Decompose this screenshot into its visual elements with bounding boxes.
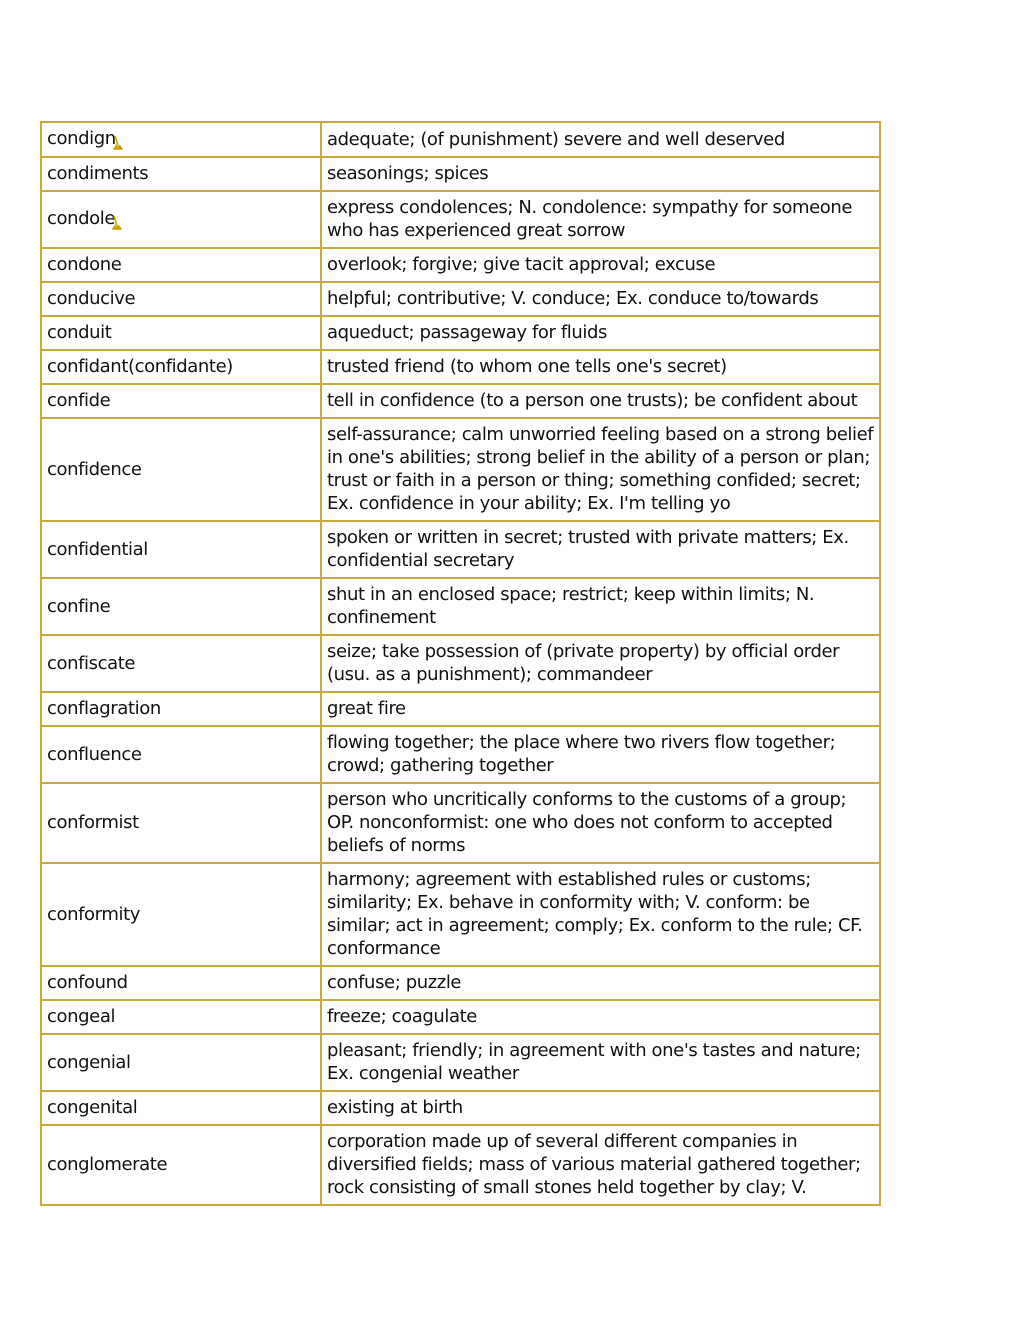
vocabulary-table-body (41, 122, 880, 1205)
definition-cell: flowing together; the place where two rivers flow together; crowd; gathering together (321, 726, 880, 783)
definition-cell: self-assurance; calm unworried feeling based on a strong belief in one's abilities; strong belief in the ability of a person or plan; trust or faith in a person or thing; something confided; secret; Ex. confidence in your ability; Ex. I'm telling yo (321, 418, 880, 521)
word-cell (41, 578, 321, 635)
word-term: condign (47, 128, 116, 149)
word-term: confound (47, 972, 128, 993)
word-term: condole (47, 208, 116, 229)
table-row (41, 191, 880, 248)
definition-cell: corporation made up of several different companies in diversified fields; mass of various material gathered together; rock consisting of small stones held together by clay; V. (321, 1125, 880, 1205)
table-row (41, 521, 880, 578)
word-term: condone (47, 254, 122, 275)
definition-cell: person who uncritically conforms to the customs of a group; OP. nonconformist: one who does not conform to accepted beliefs of norms (321, 783, 880, 863)
definition-cell: aqueduct; passageway for fluids (321, 316, 880, 350)
word-term: confluence (47, 743, 142, 765)
word-cell (41, 157, 321, 191)
word-cell (41, 384, 321, 418)
word-term: confidant(confidante) (47, 356, 233, 377)
table-row (41, 316, 880, 350)
table-row (41, 1091, 880, 1125)
word-term: confidential (47, 538, 148, 560)
word-cell (41, 863, 321, 966)
word-cell (41, 783, 321, 863)
word-cell (41, 316, 321, 350)
table-row (41, 418, 880, 521)
word-cell (41, 350, 321, 384)
table-row (41, 157, 880, 191)
word-cell (41, 1000, 321, 1034)
word-cell (41, 1091, 321, 1125)
word-cell (41, 282, 321, 316)
table-row (41, 635, 880, 692)
definition-cell: shut in an enclosed space; restrict; keep within limits; N. confinement (321, 578, 880, 635)
table-row (41, 282, 880, 316)
definition-cell: adequate; (of punishment) severe and well deserved (321, 122, 880, 157)
word-term: condiments (47, 163, 149, 184)
word-term: congeal (47, 1006, 116, 1027)
table-row (41, 122, 880, 157)
word-term: conducive (47, 288, 136, 309)
table-row (41, 384, 880, 418)
table-row (41, 783, 880, 863)
word-term: congenial (47, 1051, 131, 1073)
word-cell (41, 521, 321, 578)
comment-marker-icon[interactable] (112, 135, 124, 151)
word-cell (41, 966, 321, 1000)
word-cell (41, 418, 321, 521)
definition-cell: express condolences; N. condolence: sympathy for someone who has experienced great sorrow (321, 191, 880, 248)
table-row (41, 863, 880, 966)
word-cell (41, 191, 321, 248)
word-term: conflagration (47, 698, 161, 719)
word-cell (41, 1034, 321, 1091)
definition-cell: freeze; coagulate (321, 1000, 880, 1034)
word-cell (41, 122, 321, 157)
definition-cell: existing at birth (321, 1091, 880, 1125)
definition-cell: seasonings; spices (321, 157, 880, 191)
word-cell (41, 635, 321, 692)
definition-cell: pleasant; friendly; in agreement with one's tastes and nature; Ex. congenial weather (321, 1034, 880, 1091)
definition-cell: tell in confidence (to a person one trusts); be confident about (321, 384, 880, 418)
definition-cell: spoken or written in secret; trusted with private matters; Ex. confidential secretary (321, 521, 880, 578)
word-term: conduit (47, 322, 112, 343)
word-term: conformist (47, 812, 139, 833)
word-cell (41, 726, 321, 783)
word-cell (41, 1125, 321, 1205)
word-term: conformity (47, 903, 140, 925)
word-term: confidence (47, 458, 142, 480)
word-term: congenital (47, 1097, 138, 1118)
comment-marker-icon[interactable] (111, 215, 123, 231)
definition-cell: overlook; forgive; give tacit approval; excuse (321, 248, 880, 282)
word-term: confiscate (47, 652, 136, 674)
table-row (41, 1000, 880, 1034)
table-row (41, 966, 880, 1000)
definition-cell: harmony; agreement with established rules or customs; similarity; Ex. behave in conformity with; V. conform: be similar; act in agreement; comply; Ex. conform to the rule; CF. conformance (321, 863, 880, 966)
definition-cell: trusted friend (to whom one tells one's secret) (321, 350, 880, 384)
word-cell (41, 248, 321, 282)
table-row (41, 248, 880, 282)
table-row (41, 1125, 880, 1205)
definition-cell: great fire (321, 692, 880, 726)
word-term: confide (47, 390, 111, 411)
vocabulary-table (40, 121, 881, 1206)
definition-cell: helpful; contributive; V. conduce; Ex. conduce to/towards (321, 282, 880, 316)
table-row (41, 726, 880, 783)
table-row (41, 1034, 880, 1091)
table-row (41, 578, 880, 635)
word-term: conglomerate (47, 1154, 168, 1175)
word-cell (41, 692, 321, 726)
table-row (41, 692, 880, 726)
table-row (41, 350, 880, 384)
definition-cell: seize; take possession of (private property) by official order (usu. as a punishment); commandeer (321, 635, 880, 692)
definition-cell: confuse; puzzle (321, 966, 880, 1000)
word-term: confine (47, 595, 111, 617)
